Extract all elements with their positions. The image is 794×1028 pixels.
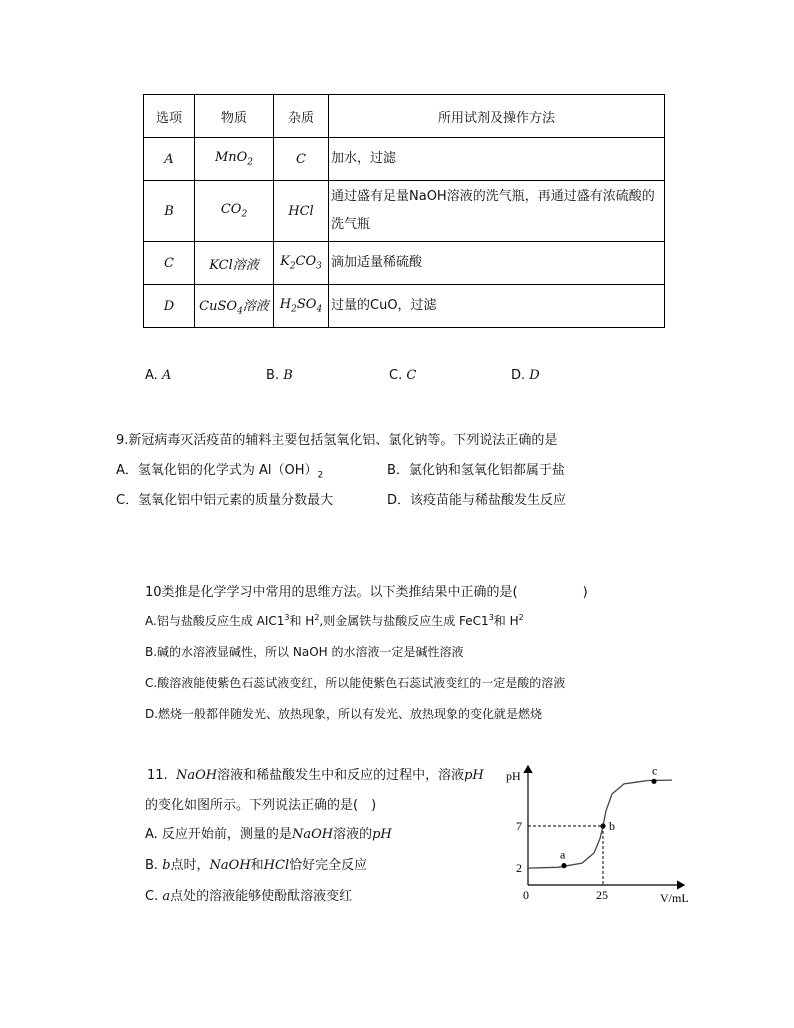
q9-option-b[interactable]: B．氯化钠和氢氧化铝都属于盐 bbox=[387, 463, 565, 478]
row-substance: KCl溶液 bbox=[195, 242, 274, 285]
row-method: 加水，过滤 bbox=[329, 138, 665, 181]
q10-stem: 10类推是化学学习中常用的思维方法。以下类推结果中正确的是( ) bbox=[145, 585, 588, 600]
x-tick-label: 25 bbox=[596, 888, 608, 902]
data-point-c bbox=[651, 779, 656, 784]
row-impurity: $K_2CO_3$ bbox=[274, 242, 329, 285]
q10-option-b[interactable]: B.碱的水溶液显碱性，所以 NaOH 的水溶液一定是碱性溶液 bbox=[145, 645, 464, 659]
y-tick-label: 7 bbox=[516, 819, 522, 833]
row-method: 过量的CuO，过滤 bbox=[329, 285, 665, 328]
table-row bbox=[144, 242, 665, 285]
row-substance: CuSO$_4$溶液 bbox=[195, 285, 274, 328]
row-option: C bbox=[144, 242, 195, 285]
row-impurity: C bbox=[274, 138, 329, 181]
table-row bbox=[144, 138, 665, 181]
q9-stem: 9.新冠病毒灭活疫苗的辅料主要包括氢氧化铝、氯化钠等。下列说法正确的是 bbox=[116, 433, 558, 448]
q11-option-a[interactable]: A. 反应开始前，测量的是NaOH溶液的pH bbox=[145, 827, 392, 842]
row-impurity: HCl bbox=[274, 181, 329, 242]
y-axis-label: pH bbox=[506, 769, 521, 783]
row-substance: $CO_2$ bbox=[195, 181, 274, 242]
header-method: 所用试剂及操作方法 bbox=[329, 95, 665, 138]
q10-option-d[interactable]: D.燃烧一般都伴随发光、放热现象，所以有发光、放热现象的变化就是燃烧 bbox=[145, 707, 543, 721]
data-point-a bbox=[561, 863, 566, 868]
header-option: 选项 bbox=[144, 95, 195, 138]
ph-chart bbox=[500, 758, 690, 908]
row-method: 滴加适量稀硫酸 bbox=[329, 242, 665, 285]
table-row bbox=[144, 181, 665, 242]
q9-option-d[interactable]: D．该疫苗能与稀盐酸发生反应 bbox=[387, 493, 567, 508]
q11-stem-line1: 11. NaOH溶液和稀盐酸发生中和反应的过程中，溶液pH bbox=[147, 768, 484, 783]
x-axis-label: V/mL bbox=[660, 891, 689, 905]
row-option: A bbox=[144, 138, 195, 181]
row-option: D bbox=[144, 285, 195, 328]
q8-table bbox=[143, 94, 665, 328]
choice-a[interactable]: A. A bbox=[145, 368, 172, 383]
point-label-b: b bbox=[609, 819, 615, 833]
q9-option-a[interactable]: A．氢氧化铝的化学式为 $Al(OH)_2$ bbox=[116, 463, 324, 481]
q10-option-a[interactable]: A.铝与盐酸反应生成 $AIC1^3$和 $H^2$,则金属铁与盐酸反应生成 $FeC1^3$和 $H^2$ bbox=[145, 613, 524, 628]
row-method: 通过盛有足量NaOH溶液的洗气瓶，再通过盛有浓硫酸的 洗气瓶 bbox=[329, 181, 665, 242]
origin-label: 0 bbox=[523, 888, 529, 902]
row-option: B bbox=[144, 181, 195, 242]
row-substance: MnO$_2$ bbox=[195, 138, 274, 181]
table-header-row bbox=[144, 95, 665, 138]
y-tick-label: 2 bbox=[516, 861, 522, 876]
point-label-a: a bbox=[560, 847, 566, 862]
q11-option-c[interactable]: C. a点处的溶液能够使酚酞溶液变红 bbox=[145, 889, 353, 904]
header-impurity: 杂质 bbox=[274, 95, 329, 138]
q11-option-b[interactable]: B. b点时，NaOH和HCl恰好完全反应 bbox=[145, 858, 368, 873]
q10-option-c[interactable]: C.酸溶液能使紫色石蕊试液变红，所以能使紫色石蕊试液变红的一定是酸的溶液 bbox=[145, 676, 566, 690]
header-substance: 物质 bbox=[195, 95, 274, 138]
choice-b[interactable]: B. B bbox=[266, 368, 293, 383]
q11-stem-line2: 的变化如图所示。下列说法正确的是( ) bbox=[145, 798, 377, 813]
choice-c[interactable]: C. C bbox=[389, 368, 417, 383]
row-impurity: $H_2SO_4$ bbox=[274, 285, 329, 328]
data-point-b bbox=[600, 823, 605, 828]
table-row bbox=[144, 285, 665, 328]
q9-option-c[interactable]: C．氢氧化铝中铝元素的质量分数最大 bbox=[116, 493, 334, 508]
point-label-c: c bbox=[652, 763, 658, 778]
ph-curve bbox=[528, 780, 672, 868]
choice-d[interactable]: D. D bbox=[511, 368, 540, 383]
